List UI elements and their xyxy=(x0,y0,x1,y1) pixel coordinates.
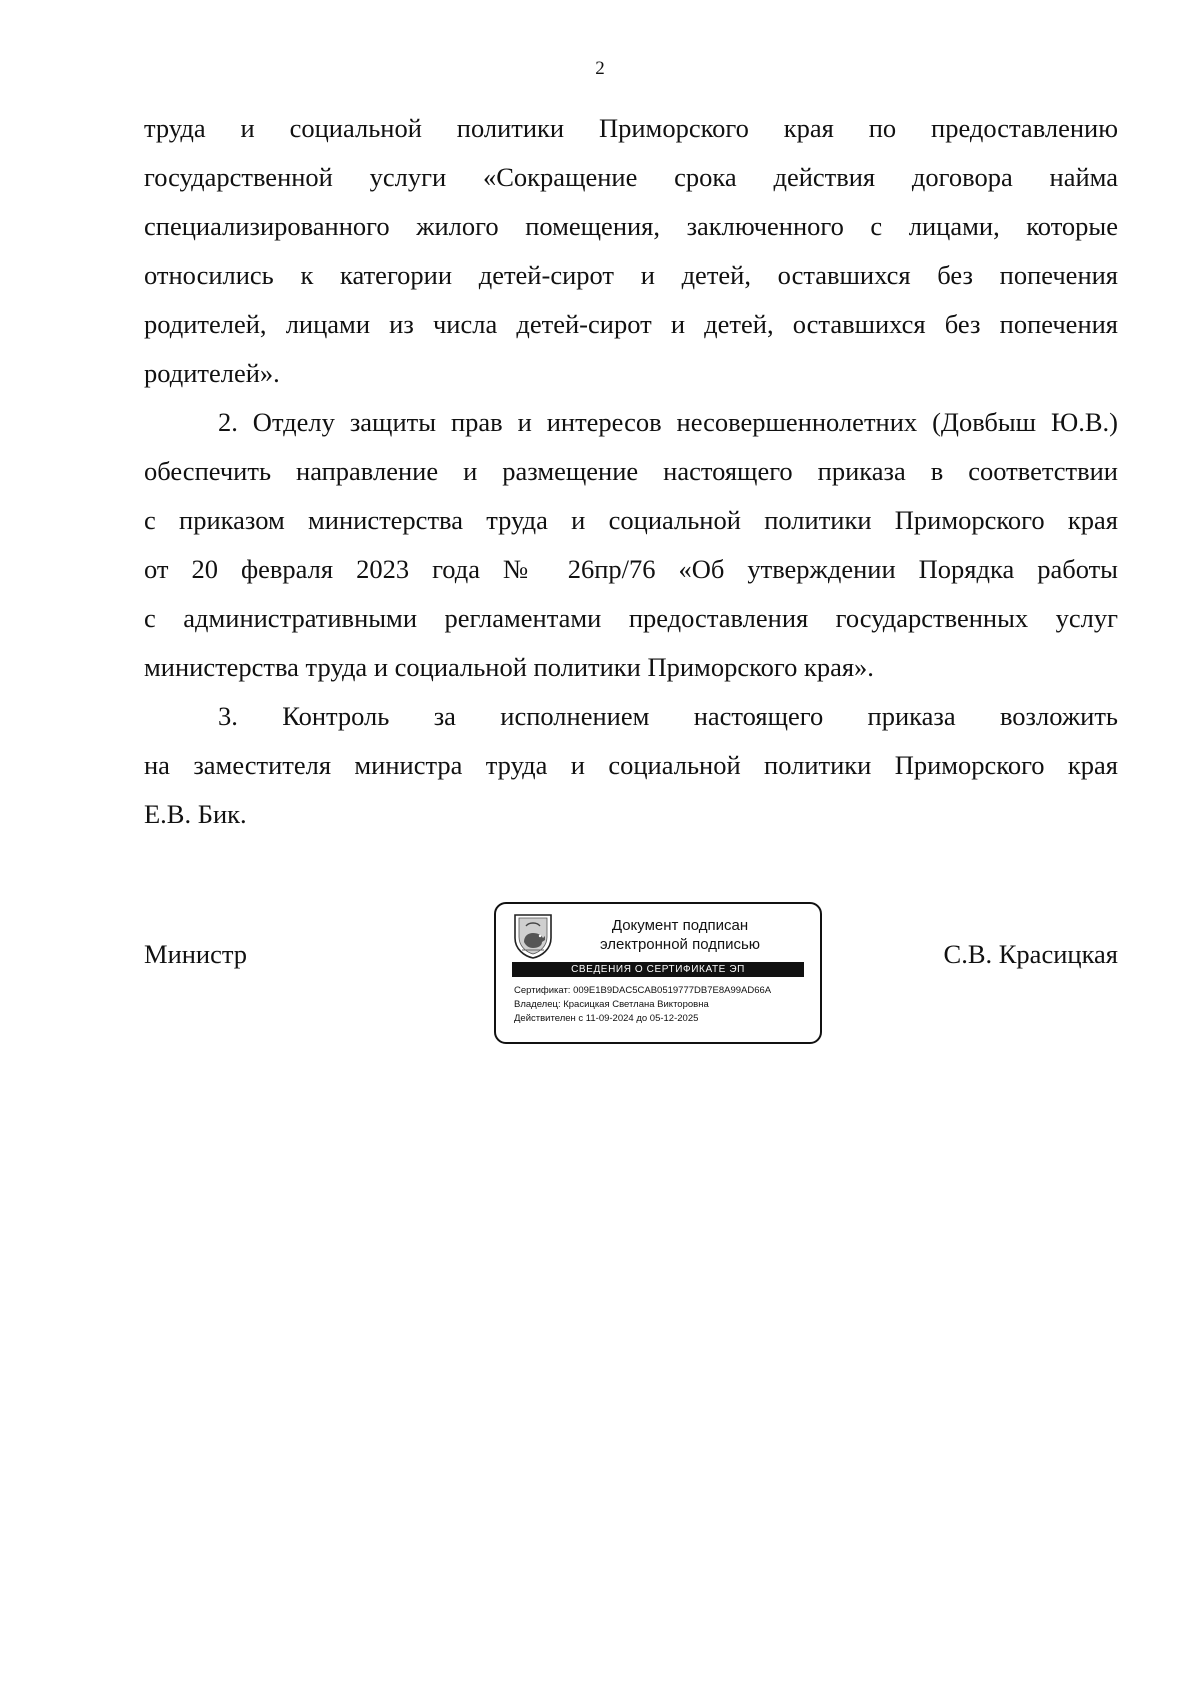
stamp-title-line: Документ подписан xyxy=(611,917,749,934)
text-line: министерства труда и социальной политики Приморского края». xyxy=(144,652,874,682)
text-line: специализированного жилого помещения, заключенного с лицами, которые xyxy=(144,211,1118,241)
signer-name: С.В. Красицкая xyxy=(943,939,1118,969)
text-line: с административными регламентами предоставления государственных услуг xyxy=(144,603,1118,633)
paragraph-1 xyxy=(144,104,1118,398)
document-body xyxy=(144,104,1118,839)
certificate-number: Сертификат: 009E1B9DAC5CAB0519777DB7E8A99AD66A xyxy=(514,985,772,996)
text-line: относились к категории детей-сирот и детей, оставшихся без попечения xyxy=(144,260,1118,290)
text-line: государственной услуги «Сокращение срока действия договора найма xyxy=(144,162,1118,192)
text-line: Е.В. Бик. xyxy=(144,799,247,829)
coat-of-arms-icon xyxy=(512,912,554,960)
stamp-title-line: электронной подписью xyxy=(599,936,761,953)
paragraph-3 xyxy=(144,692,1118,839)
text-line: 3. Контроль за исполнением настоящего приказа возложить xyxy=(218,701,1118,731)
signer-role: Министр xyxy=(144,939,248,969)
text-line: труда и социальной политики Приморского края по предоставлению xyxy=(144,113,1118,143)
text-line: родителей, лицами из числа детей-сирот и детей, оставшихся без попечения xyxy=(144,309,1118,339)
certificate-owner: Владелец: Красицкая Светлана Викторовна xyxy=(514,999,709,1010)
certificate-details xyxy=(514,984,814,1026)
certificate-validity: Действителен с 11-09-2024 до 05-12-2025 xyxy=(514,1013,699,1024)
text-line: обеспечить направление и размещение настоящего приказа в соответствии xyxy=(144,456,1118,486)
electronic-signature-stamp xyxy=(494,902,822,1044)
text-line: на заместителя министра труда и социальной политики Приморского края xyxy=(144,750,1118,780)
text-line: с приказом министерства труда и социальной политики Приморского края xyxy=(144,505,1118,535)
text-line: от 20 февраля 2023 года № 26пр/76 «Об утверждении Порядка работы xyxy=(144,554,1118,584)
stamp-title xyxy=(558,916,802,954)
page-number: 2 xyxy=(595,58,605,79)
certificate-info-bar: СВЕДЕНИЯ О СЕРТИФИКАТЕ ЭП xyxy=(512,962,804,977)
text-line: родителей». xyxy=(144,358,280,388)
text-line: 2. Отделу защиты прав и интересов несовершеннолетних (Довбыш Ю.В.) xyxy=(218,407,1118,437)
paragraph-2 xyxy=(144,398,1118,692)
